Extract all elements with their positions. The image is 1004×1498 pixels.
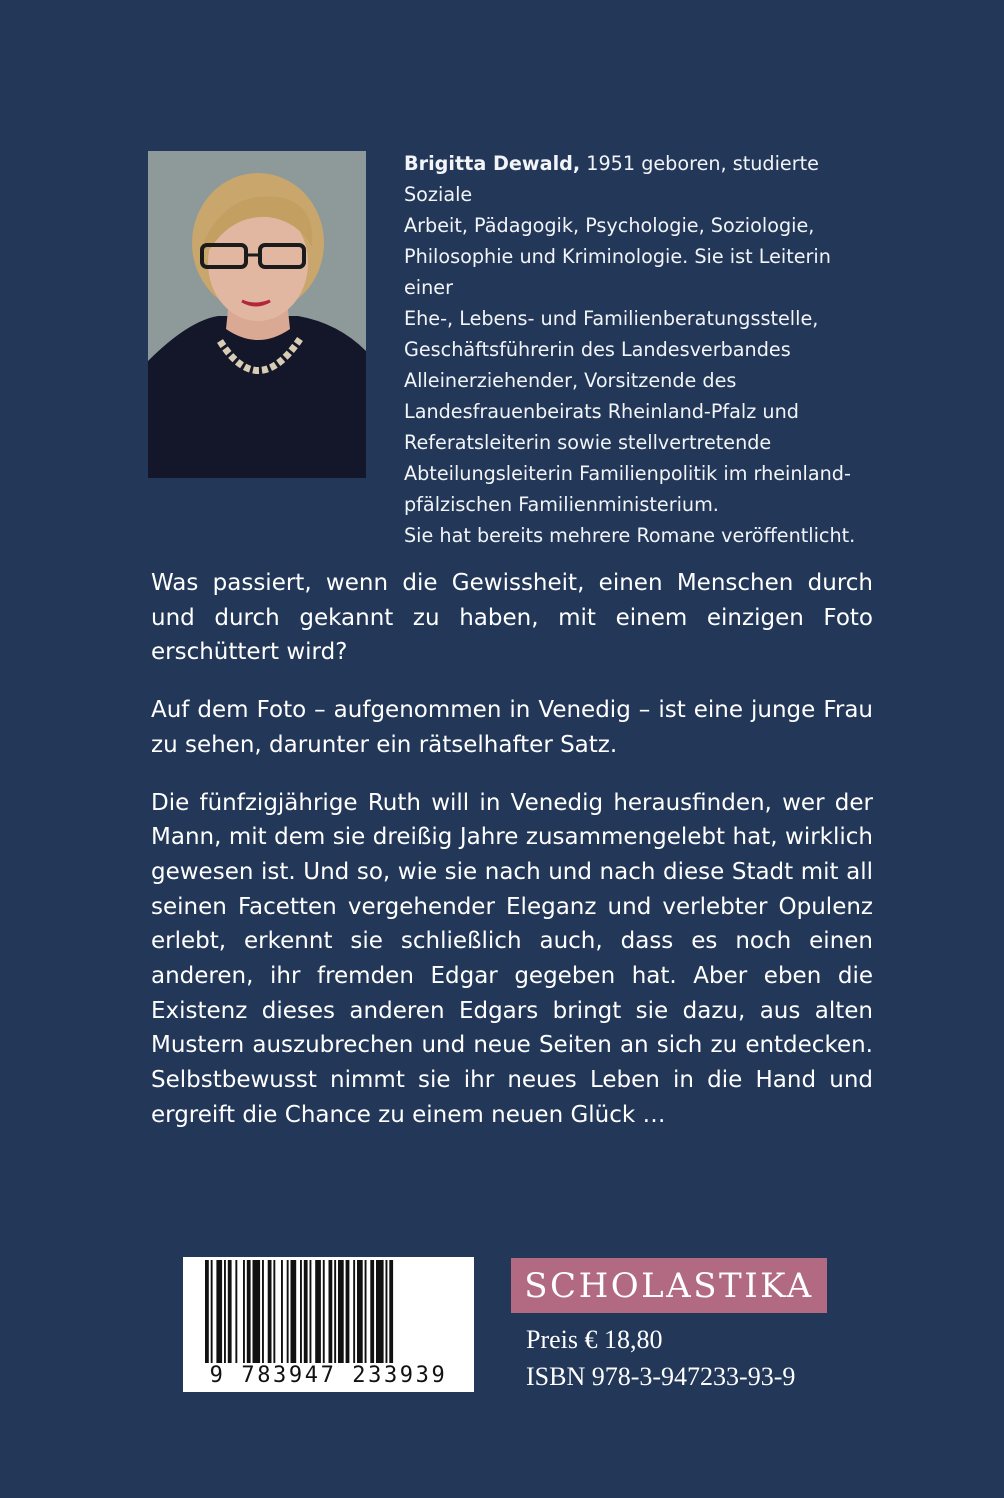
barcode-bar [247,1260,251,1363]
bio-line: 1951 geboren, studierte Soziale [404,152,819,206]
bio-line: Ehe-, Lebens- und Familienberatungsstelle, [404,307,819,330]
barcode-bar [291,1260,297,1363]
barcode-bar [376,1260,384,1363]
barcode-bar [329,1260,333,1363]
bio-line: Philosophie und Kriminologie. Sie ist Leiterin einer [404,245,831,299]
barcode-bar [228,1260,232,1363]
isbn: ISBN 978-3-947233-93-9 [526,1362,796,1391]
barcode-bar [346,1260,350,1363]
bio-line: Alleinerziehender, Vorsitzende des [404,369,737,392]
author-bio [404,148,884,551]
bio-line: Referatsleiterin sowie stellvertretende [404,431,772,454]
publisher-badge [511,1258,827,1313]
barcode-bar [353,1260,355,1363]
blurb-paragraph-3: Die fünfzigjährige Ruth will in Venedig herausfinden, wer der Mann, mit dem sie dreißig Jahre zusammengelebt hat, wirklich gewesen ist. Und so, wie sie nach und nach diese Stadt mit all seinen Facetten vergehender Eleganz und verlebter Opulenz erlebt, erkennt sie schließlich auch, dass es noch einen anderen, ihr fremden Edgar gegeben hat. Aber eben die Existenz dieses anderen Edgars bringt sie dazu, aus alten Mustern auszubrechen und neue Seiten an sich zu entdecken. Selbstbewusst nimmt sie ihr neues Leben in die Hand und ergreift die Chance zu einem neuen Glück … [151,789,873,1128]
barcode-bar [338,1260,344,1363]
publisher-name: SCHOLASTIKA [524,1265,814,1306]
barcode-bar [262,1260,264,1363]
barcode-digits: 9 783947 233939 [209,1363,448,1388]
barcode-bar [365,1260,367,1363]
bio-line: Abteilungsleiterin Familienpolitik im rheinland- [404,462,851,485]
barcode [183,1257,474,1392]
bio-line: Landesfrauenbeirats Rheinland-Pfalz und [404,400,799,423]
barcode-bar [389,1260,393,1363]
barcode-bar [334,1260,336,1363]
barcode-bar [300,1260,302,1363]
bio-line: Arbeit, Pädagogik, Psychologie, Soziologie, [404,214,815,237]
barcode-bar [216,1260,222,1363]
author-name: Brigitta Dewald, [404,152,581,175]
bio-line: Sie hat bereits mehrere Romane veröffentlicht. [404,524,856,547]
barcode-bar [323,1260,325,1363]
barcode-bar [357,1260,363,1363]
barcode-bar [205,1260,209,1363]
barcode-bar [386,1260,388,1363]
barcode-bar [273,1260,275,1363]
barcode-bar [253,1260,261,1363]
barcode-bars [183,1257,474,1363]
book-blurb [151,566,873,1156]
blurb-paragraph-2: Auf dem Foto – aufgenommen in Venedig – ist eine junge Frau zu sehen, darunter ein rätselhafter Satz. [151,697,873,758]
barcode-bar [310,1260,312,1363]
barcode-bar [268,1260,272,1363]
author-photo [148,151,366,478]
barcode-bar [235,1260,237,1363]
barcode-bar [287,1260,289,1363]
barcode-bar [281,1260,283,1363]
barcode-bar [224,1260,226,1363]
bio-line: pfälzischen Familienministerium. [404,493,719,516]
barcode-bar [304,1260,308,1363]
blurb-paragraph-1: Was passiert, wenn die Gewissheit, einen Menschen durch und durch gekannt zu haben, mit einem einzigen Foto erschüttert wird? [151,570,873,666]
barcode-bar [211,1260,213,1363]
barcode-bar [315,1260,321,1363]
barcode-bar [370,1260,374,1363]
bio-line: Geschäftsführerin des Landesverbandes [404,338,791,361]
barcode-bar [243,1260,245,1363]
price: Preis € 18,80 [526,1325,663,1354]
